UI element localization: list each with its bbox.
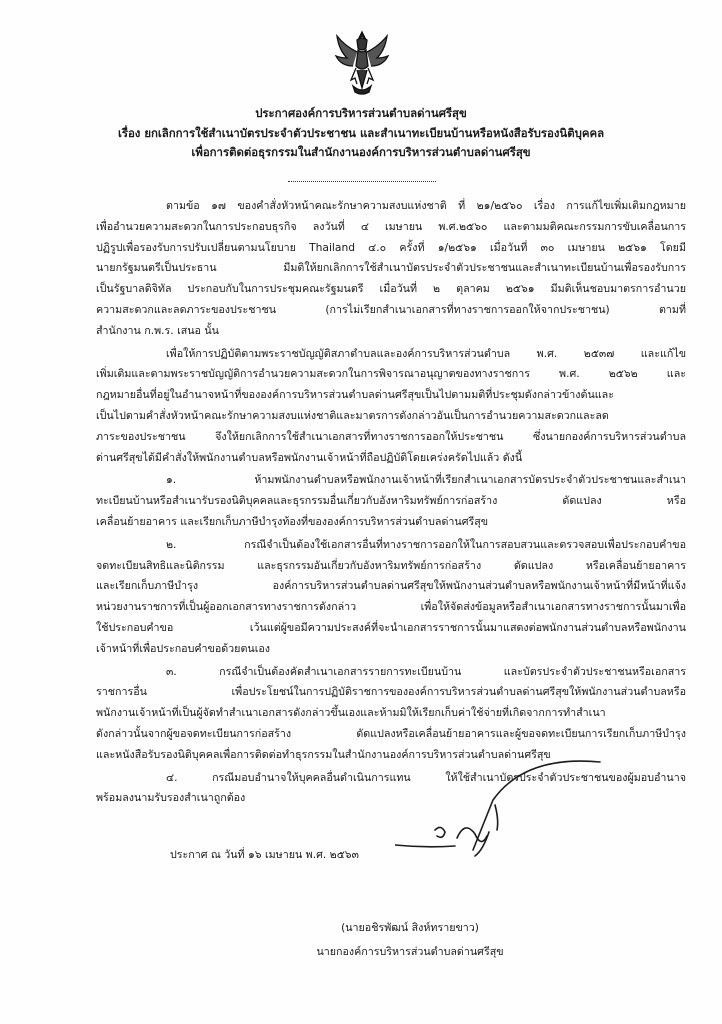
header-divider <box>288 181 436 182</box>
text-line: เพิ่มเติมและตามพระราชบัญญัติการอำนวยความสะดวกในการพิจารณาอนุญาตของทางราชการ พ.ศ. ๒๕๖๒ และ <box>96 367 686 381</box>
text-line: ๓. กรณีจำเป็นต้องคัดสำเนาเอกสารรายการทะเบียนบ้าน และบัตรประจำตัวประชาชนหรือเอกสาร <box>166 664 686 678</box>
text-line: นายกรัฐมนตรีเป็นประธาน มีมติให้ยกเลิกการใช้สำเนาบัตรประจำตัวประชาชนและสำเนาทะเบียนบ้านเพื่อรองรับการ <box>96 261 686 275</box>
text-line: สำนักงาน ก.พ.ร. เสนอ นั้น <box>96 323 219 337</box>
text-line: ใช้ประกอบคำขอ เว้นแต่ผู้ขอมีความประสงค์ที่จะนำเอกสารราชการนั้นมาแสดงต่อพนักงานส่วนตำบลหรือพนักงาน <box>96 620 686 634</box>
text-line: จดทะเบียนสิทธิและนิติกรรม และธุรกรรมอันเกี่ยวกับอังหาริมทรัพย์การก่อสร้าง ดัดแปลง หรือเคลื่อนย้ายอาคาร <box>96 558 686 572</box>
text-line: เคลื่อนย้ายอาคาร และเรียกเก็บภาษีบำรุงท้องที่ขององค์การบริหารส่วนตำบลด่านศรีสุข <box>96 514 489 528</box>
text-line: ๔. กรณีมอบอำนาจให้บุคคลอื่นดำเนินการแทน ให้ใช้สำเนาบัตรประจำตัวประชาชนของผู้มอบอำนาจ <box>166 770 686 784</box>
text-line: กฎหมายอื่นที่อยู่ในอำนาจหน้าที่ขององค์การบริหารส่วนตำบลด่านศรีสุขเป็นไปตามมติที่ประชุมดังกล่าวข้างต้นและ <box>96 388 614 402</box>
text-line: พร้อมลงนามรับรองสำเนาถูกต้อง <box>96 791 246 805</box>
text-line: และหนังสือรับรองนิติบุคคลเพื่อการติดต่อทำธุรกรรมในสำนักงานองค์การบริหารส่วนตำบลด่านศรีสุข <box>96 747 551 761</box>
text-line: เพื่ออำนวยความสะดวกในการประกอบธุรกิจ ลงวันที่ ๔ เมษายน พ.ศ.๒๕๖๐ และตามมติคณะกรรมการขับเคลื่อนการ <box>96 219 686 233</box>
header-subject: เรื่อง ยกเลิกการใช้สำเนาบัตรประจำตัวประชาชน และสำเนาทะเบียนบ้านหรือหนังสือรับรองนิติบุคคล <box>117 125 605 140</box>
proclamation-date: ประกาศ ณ วันที่ ๑๖ เมษายน พ.ศ. ๒๕๖๓ <box>170 848 359 861</box>
text-line: ราชการอื่น เพื่อประโยชน์ในการปฏิบัติราชการขององค์การบริหารส่วนตำบลด่านศรีสุขให้พนักงานส่วนตำบลหรือ <box>96 685 686 699</box>
signature-block <box>300 916 520 964</box>
signatory-position: นายกองค์การบริหารส่วนตำบลด่านศรีสุข <box>316 945 504 958</box>
text-line: ๑. ห้ามพนักงานตำบลหรือพนักงานเจ้าหน้าที่เรียกสำเนาเอกสารบัตรประจำตัวประชาชนและสำเนา <box>166 473 686 487</box>
document-header <box>0 104 722 163</box>
garuda-emblem-icon <box>333 28 391 98</box>
text-line: ภาระของประชาชน จึงให้ยกเลิกการใช้สำเนาเอกสารที่ทางราชการออกให้ประชาชน ซึ่งนายกองค์การบริหารส่วนตำบล <box>96 429 686 443</box>
header-title: ประกาศองค์การบริหารส่วนตำบลด่านศรีสุข <box>255 106 467 120</box>
text-line: เจ้าหน้าที่เพื่อประกอบคำขอด้วยตนเอง <box>96 641 270 655</box>
document-body <box>96 196 686 811</box>
text-line: ด่านศรีสุขได้มีคำสั่งให้พนักงานตำบลหรือพนักงานเจ้าหน้าที่ถือปฏิบัติโดยเคร่งครัดไปแล้ว ดังนี้ <box>96 450 523 464</box>
text-line: ทะเบียนบ้านหรือสำเนารับรองนิติบุคคลและธุรกรรมอื่นเกี่ยวกับอังหาริมทรัพย์การก่อสร้าง ดัดแปลง หรือ <box>96 494 686 508</box>
item-3 <box>96 662 686 766</box>
text-line: พนักงานเจ้าหน้าที่เป็นผู้จัดทำสำเนาเอกสารดังกล่าวขึ้นเองและห้ามมิให้เรียกเก็บค่าใช้จ่ายที่เกิดจากการทำสำเนา <box>96 706 606 720</box>
header-subject-continued: เพื่อการติดต่อธุรกรรมในสำนักงานองค์การบริหารส่วนตำบลด่านศรีสุข <box>191 145 531 159</box>
text-line: และเรียกเก็บภาษีบำรุง องค์การบริหารส่วนตำบลด่านศรีสุขให้พนักงานส่วนตำบลหรือพนักงานเจ้าหน้าที่มีหน้าที่แจ้ง <box>96 579 686 593</box>
text-line: ดังกล่าวนั้นจากผู้ขอจดทะเบียนการก่อสร้าง ดัดแปลงหรือเคลื่อนย้ายอาคารและผู้ขอจดทะเบียนการเรียกเก็บภาษีบำรุง <box>96 726 686 740</box>
item-1 <box>96 470 686 532</box>
text-line: ตามข้อ ๑๗ ของคำสั่งหัวหน้าคณะรักษาความสงบแห่งชาติ ที่ ๒๑/๒๕๖๐ เรื่อง การแก้ไขเพิ่มเติมกฎหมาย <box>166 199 686 212</box>
signatory-name: (นายอชิรพัฒน์ สิงห์ทรายขาว) <box>341 921 479 934</box>
text-line: เพื่อให้การปฏิบัติตามพระราชบัญญัติสภาตำบลและองค์การบริหารส่วนตำบล พ.ศ. ๒๕๓๗ และแก้ไข <box>166 346 686 360</box>
paragraph-preamble <box>96 196 686 342</box>
text-line: ปฏิรูปเพื่อรองรับการปรับเปลี่ยนตามนโยบาย Thailand ๔.๐ ครั้งที่ ๑/๒๕๖๑ เมื่อวันที่ ๓๐ เมษายน ๒๕๖๑ โดยมี <box>96 240 686 254</box>
text-line: หน่วยงานราชการที่เป็นผู้ออกเอกสารทางราชการดังกล่าว เพื่อให้จัดส่งข้อมูลหรือสำเนาเอกสารทางราชการนั้นมาเพื่อ <box>96 600 686 614</box>
item-2 <box>96 535 686 660</box>
text-line: ความสะดวกและลดภาระของประชาชน (การไม่เรียกสำเนาเอกสารที่ทางราชการออกให้จากประชาชน) ตามที่ <box>96 302 686 316</box>
text-line: เป็นไปตามคำสั่งหัวหน้าคณะรักษาความสงบแห่งชาติและมาตรการดังกล่าวอันเป็นการอำนวยความสะดวกและลด <box>96 408 609 422</box>
text-line: เป็นรัฐบาลดิจิทัล ประกอบกับในการประชุมคณะรัฐมนตรี เมื่อวันที่ ๒ ตุลาคม ๒๕๖๑ มีมติเห็นชอบมาตรการอำนวย <box>96 282 686 296</box>
handwritten-signature <box>395 760 620 900</box>
text-line: ๒. กรณีจำเป็นต้องใช้เอกสารอื่นที่ทางราชการออกให้ในการสอบสวนและตรวจสอบเพื่อประกอบคำขอ <box>166 537 686 551</box>
paragraph-purpose <box>96 344 686 469</box>
